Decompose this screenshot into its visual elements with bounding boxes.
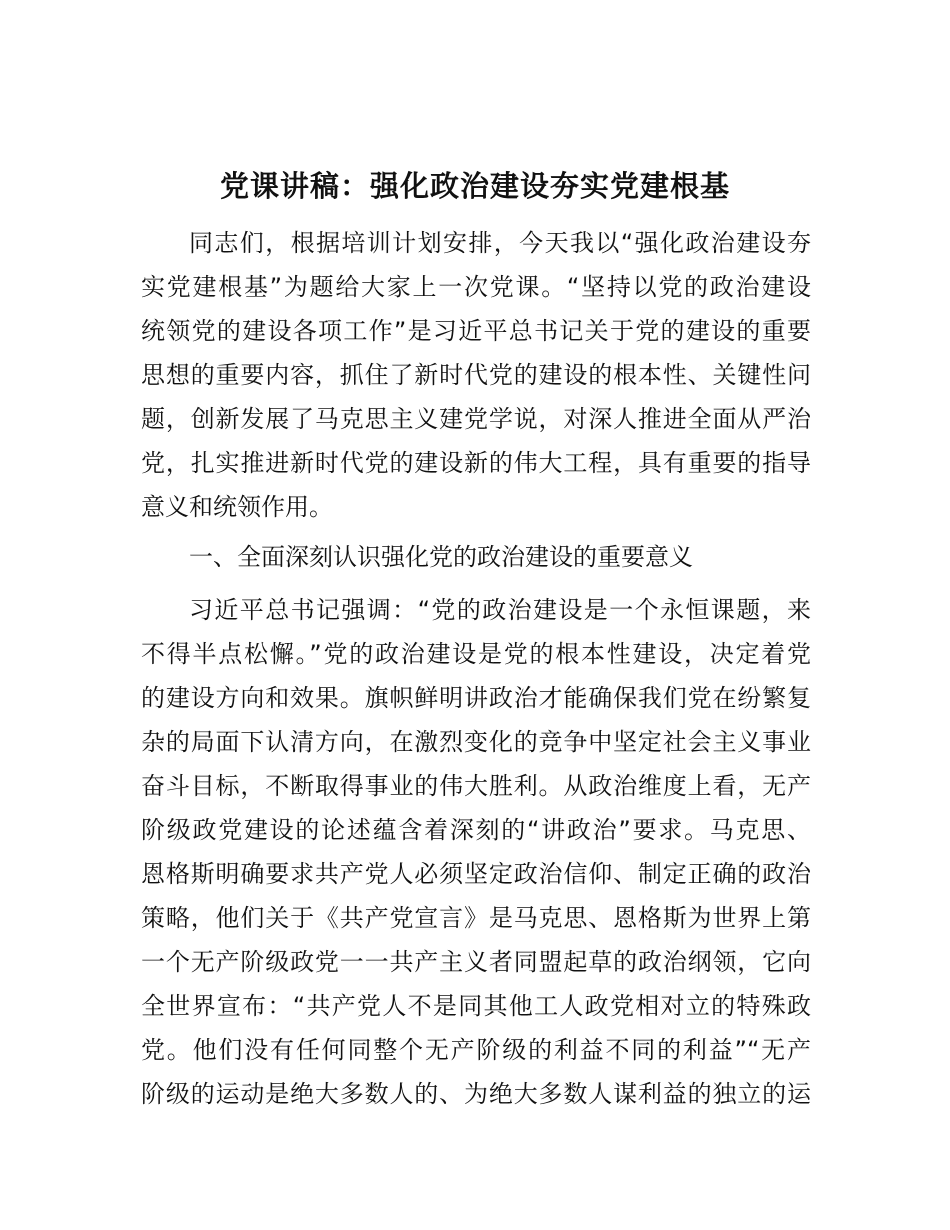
document-title: 党课讲稿：强化政治建设夯实党建根基 bbox=[219, 169, 730, 203]
paragraph-line: 思想的重要内容，抓住了新时代党的建设的根本性、关键性问 bbox=[141, 361, 811, 389]
paragraph-line: 实党建根基”为题给大家上一次党课。“坚持以党的政治建设 bbox=[141, 273, 811, 301]
paragraph-line: 阶级政党建设的论述蕴含着深刻的“讲政治”要求。马克思、 bbox=[141, 816, 811, 844]
paragraph-line: 阶级的运动是绝大多数人的、为绝大多数人谋利益的独立的运 bbox=[141, 1080, 811, 1108]
paragraph-line: 党。他们没有任何同整个无产阶级的利益不同的利益”“无产 bbox=[141, 1036, 811, 1064]
section-heading: 一、全面深刻认识强化党的政治建设的重要意义 bbox=[189, 543, 693, 571]
paragraph-line: 奋斗目标，不断取得事业的伟大胜利。从政治维度上看，无产 bbox=[141, 772, 811, 800]
paragraph-line: 题，创新发展了马克思主义建党学说，对深人推进全面从严治 bbox=[141, 405, 811, 433]
paragraph-line: 策略，他们关于《共产党宣言》是马克思、恩格斯为世界上第 bbox=[141, 904, 811, 932]
paragraph-line: 意义和统领作用。 bbox=[141, 493, 333, 521]
paragraph-line: 全世界宣布：“共产党人不是同其他工人政党相对立的特殊政 bbox=[141, 992, 811, 1020]
paragraph-line: 的建设方向和效果。旗帜鲜明讲政治才能确保我们党在纷繁复 bbox=[141, 684, 811, 712]
paragraph-line: 恩格斯明确要求共产党人必须坚定政治信仰、制定正确的政治 bbox=[141, 860, 811, 888]
paragraph-line: 同志们，根据培训计划安排，今天我以“强化政治建设夯 bbox=[189, 229, 811, 257]
paragraph-line: 统领党的建设各项工作”是习近平总书记关于党的建设的重要 bbox=[141, 317, 811, 345]
paragraph-line: 党，扎实推进新时代党的建设新的伟大工程，具有重要的指导 bbox=[141, 449, 811, 477]
paragraph-line: 一个无产阶级政党一一共产主义者同盟起草的政治纲领，它向 bbox=[141, 948, 811, 976]
paragraph-line: 不得半点松懈。”党的政治建设是党的根本性建设，决定着党 bbox=[141, 640, 811, 668]
paragraph-line: 习近平总书记强调：“党的政治建设是一个永恒课题，来 bbox=[189, 596, 811, 624]
paragraph-line: 杂的局面下认清方向，在激烈变化的竞争中坚定社会主义事业 bbox=[141, 728, 811, 756]
